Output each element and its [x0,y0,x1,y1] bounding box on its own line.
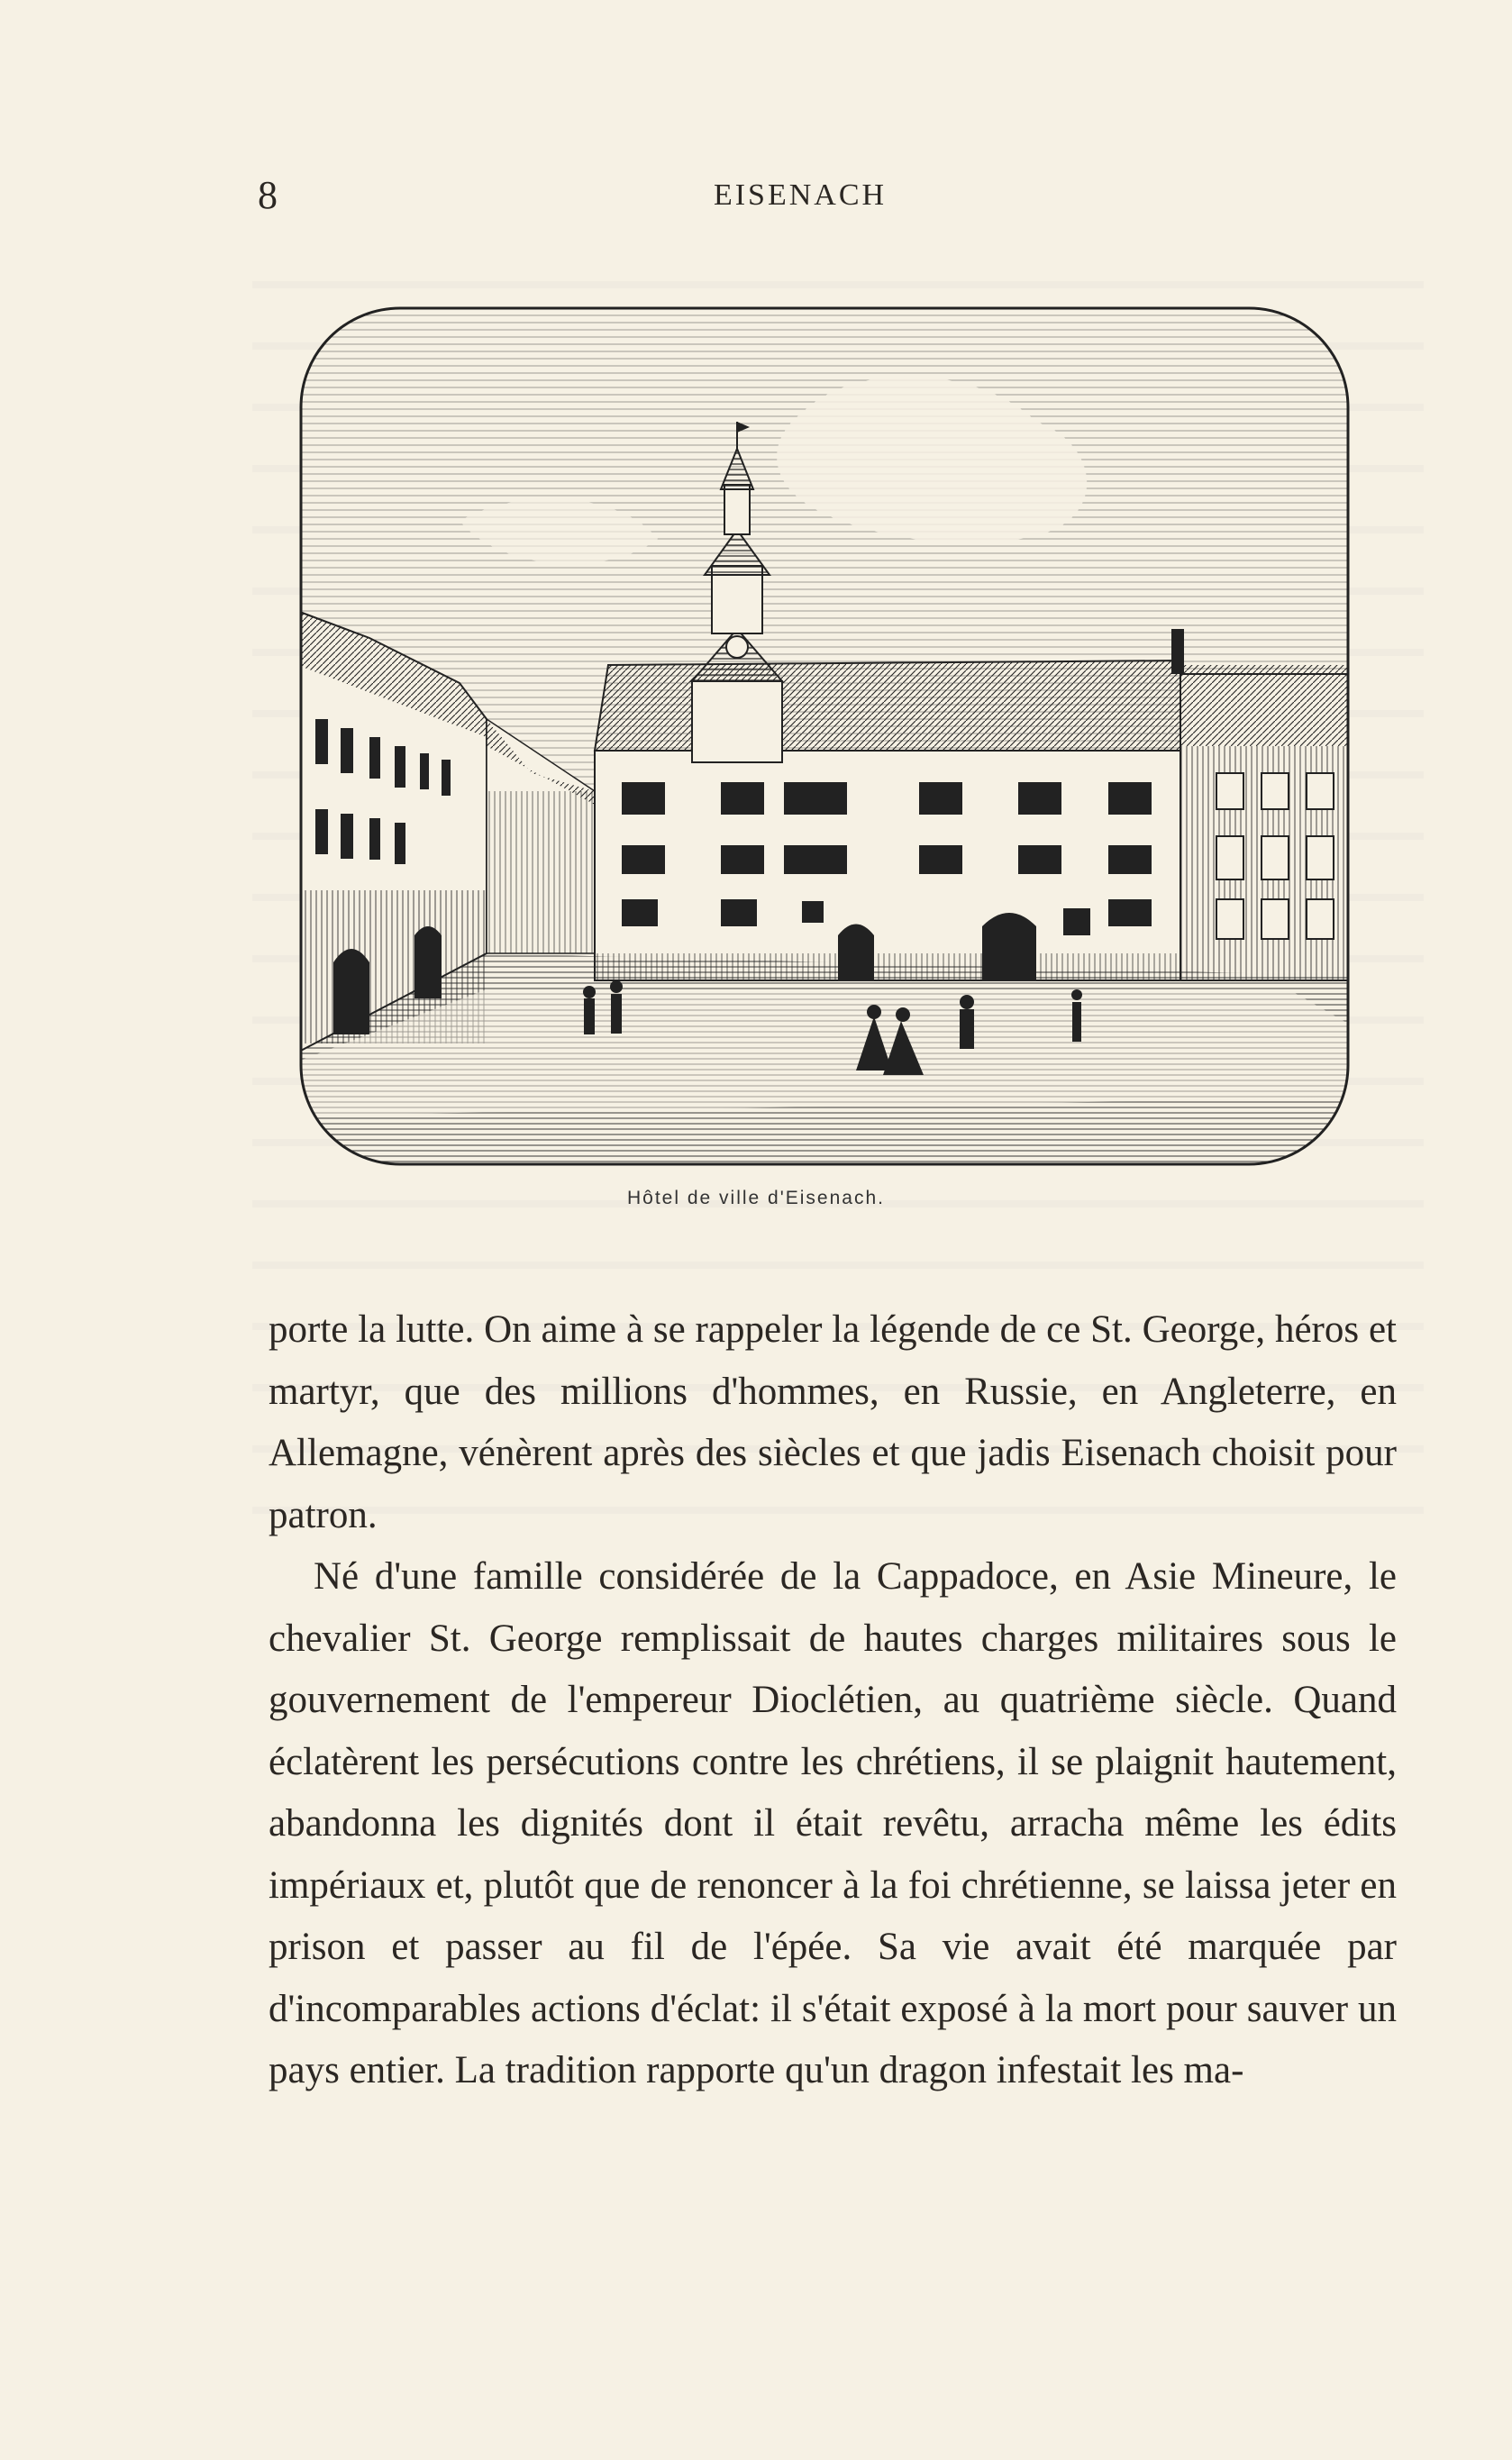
paragraph-2: Né d'une famille considérée de la Cappadoce, en Asie Mineure, le chevalier St. George remplissait de hautes charges militaires sous le gouvernement de l'empereur Dioclétien, au quatrième siècle. Quand éclatèrent les persécutions contre les chrétiens, il se plaignit hautement, abandonna les dignités dont il était revêtu, arracha même les édits impériaux et, plutôt que de renoncer à la foi chrétienne, se laissa jeter en prison et passer au fil de l'épée. Sa vie avait été marquée par d'incomparables actions d'éclat: il s'était exposé à la mort pour sauver un pays entier. La tradition rapporte qu'un dragon infestait les ma- [269,1555,1397,2091]
body-text [269,1299,1397,2102]
engraving-figure [297,305,1352,1170]
paragraph-1: porte la lutte. On aime à se rappeler la légende de ce St. George, héros et martyr, que des millions d'hommes, en Russie, en Angleterre, en Allemagne, vénèrent après des siècles et que jadis Eisenach choisit pour patron. [269,1308,1397,1536]
running-title: EISENACH [713,178,888,212]
figure-caption: Hôtel de ville d'Eisenach. [627,1188,885,1208]
page-number: 8 [258,173,278,217]
town-hall-engraving [297,305,1352,1170]
running-head [258,173,1397,227]
